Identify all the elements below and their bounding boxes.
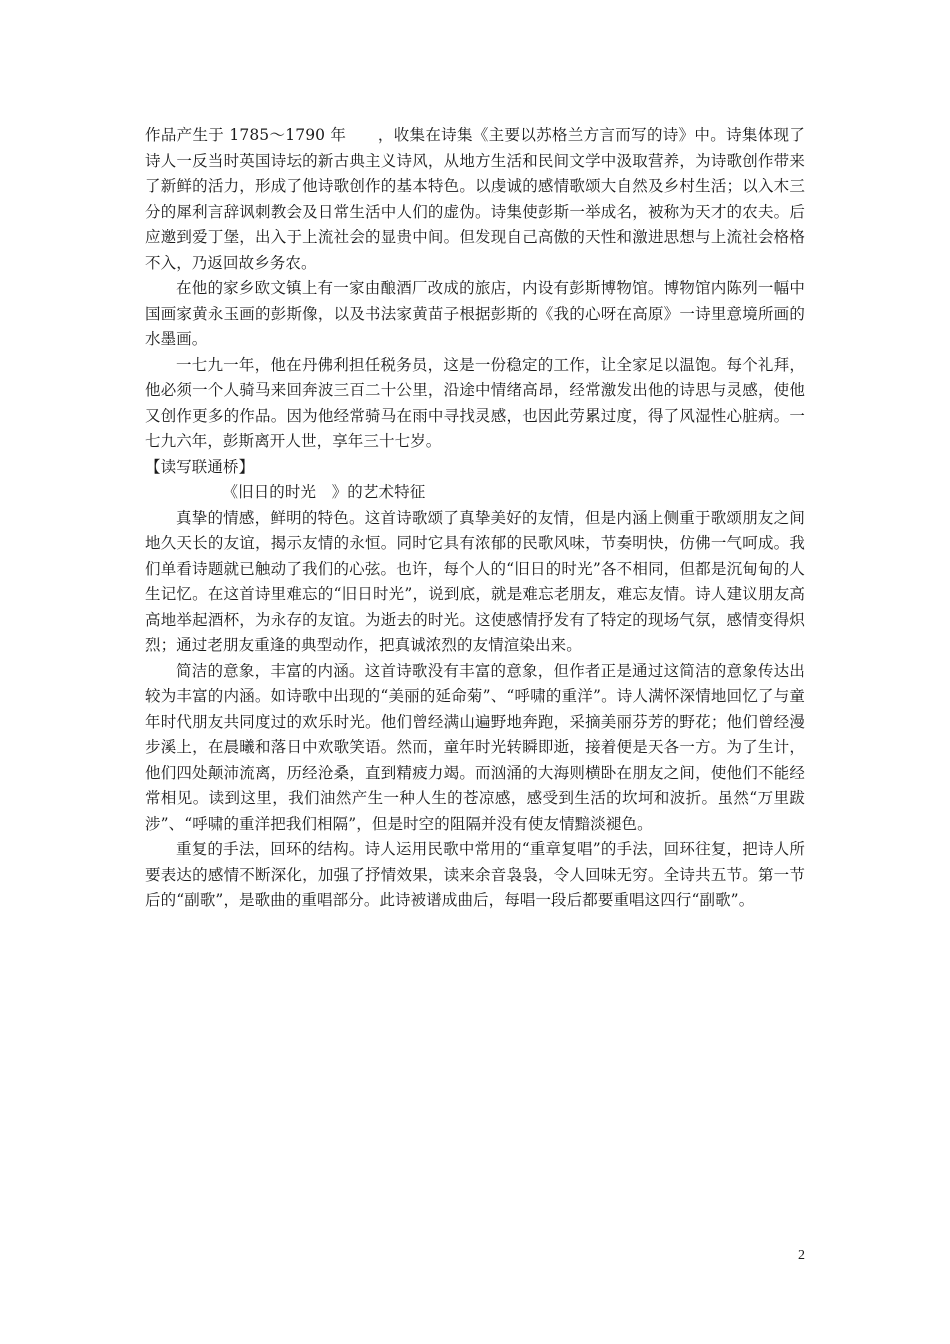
- section-heading: 【读写联通桥】: [145, 457, 255, 476]
- paragraph-feature-emotion: 真挚的情感，鲜明的特色。这首诗歌颂了真挚美好的友情，但是内涵上侧重于歌颂朋友之间地久天长的友谊，揭示友情的永恒。同时它具有浓郁的民歌风味，节奏明快，仿佛一气呵成。我们单看诗题就已触动了我们的心弦。也许，每个人的“旧日的时光”各不相同，但都是沉甸甸的人生记忆。在这首诗里难忘的“旧日时光”，说到底，就是难忘老朋友，难忘友情。诗人建议朋友高高地举起酒杯，为永存的友谊。为逝去的时光。这使感情抒发有了特定的现场气氛，感情变得炽烈；通过老朋友重逢的典型动作，把真诚浓烈的友情渲染出来。: [145, 508, 805, 654]
- paragraph-feature-imagery: 简洁的意象，丰富的内涵。这首诗歌没有丰富的意象，但作者正是通过这简洁的意象传达出较为丰富的内涵。如诗歌中出现的“美丽的延命菊”、“呼啸的重洋”。诗人满怀深情地回忆了与童年时代朋友共同度过的欢乐时光。他们曾经满山遍野地奔跑，采摘美丽芬芳的野花；他们曾经漫步溪上，在晨曦和落日中欢歌笑语。然而，童年时光转瞬即逝，接着便是天各一方。为了生计，他们四处颠沛流离，历经沧桑，直到精疲力竭。而汹涌的大海则横卧在朋友之间，使他们不能经常相见。读到这里，我们油然产生一种人生的苍凉感，感受到生活的坎坷和波折。虽然“万里跋涉”、“呼啸的重洋把我们相隔”，但是时空的阻隔并没有使友情黯淡褪色。: [145, 661, 805, 833]
- article-title: 《旧日的时光 》的艺术特征: [222, 483, 426, 501]
- paragraph-burns-museum: 在他的家乡欧文镇上有一家由酿酒厂改成的旅店，内设有彭斯博物馆。博物馆内陈列一幅中国画家黄永玉画的彭斯像，以及书法家黄苗子根据彭斯的《我的心呀在高原》一诗里意境所画的水墨画。: [145, 279, 805, 348]
- paragraph-feature-repetition: 重复的手法，回环的结构。诗人运用民歌中常用的“重章复唱”的手法，回环往复，把诗人所要表达的感情不断深化，加强了抒情效果，读来余音袅袅，令人回味无穷。全诗共五节。第一节后的“副歌”，是歌曲的重唱部分。此诗被谱成曲后，每唱一段后都要重唱这四行“副歌”。: [145, 840, 805, 909]
- page-number: 2: [798, 1248, 805, 1263]
- paragraph-poetry-collection: 作品产生于 1785～1790 年 ，收集在诗集《主要以苏格兰方言而写的诗》中。诗集体现了诗人一反当时英国诗坛的新古典主义诗风，从地方生活和民间文学中汲取营养，为诗歌创作带来了新鲜的活力，形成了他诗歌创作的基本特色。以虔诚的感情歌颂大自然及乡村生活；以入木三分的犀利言辞讽刺教会及日常生活中人们的虚伪。诗集使彭斯一举成名，被称为天才的农夫。后应邀到爱丁堡，出入于上流社会的显贵中间。但发现自己高傲的天性和激进思想与上流社会格格不入，乃返回故乡务农。: [145, 126, 805, 272]
- document-body: [145, 123, 805, 914]
- paragraph-tax-officer: 一七九一年，他在丹佛利担任税务员，这是一份稳定的工作，让全家足以温饱。每个礼拜，他必须一个人骑马来回奔波三百二十公里，沿途中情绪高昂，经常激发出他的诗思与灵感，使他又创作更多的作品。因为他经常骑马在雨中寻找灵感，也因此劳累过度，得了风湿性心脏病。一七九六年，彭斯离开人世，享年三十七岁。: [145, 355, 805, 450]
